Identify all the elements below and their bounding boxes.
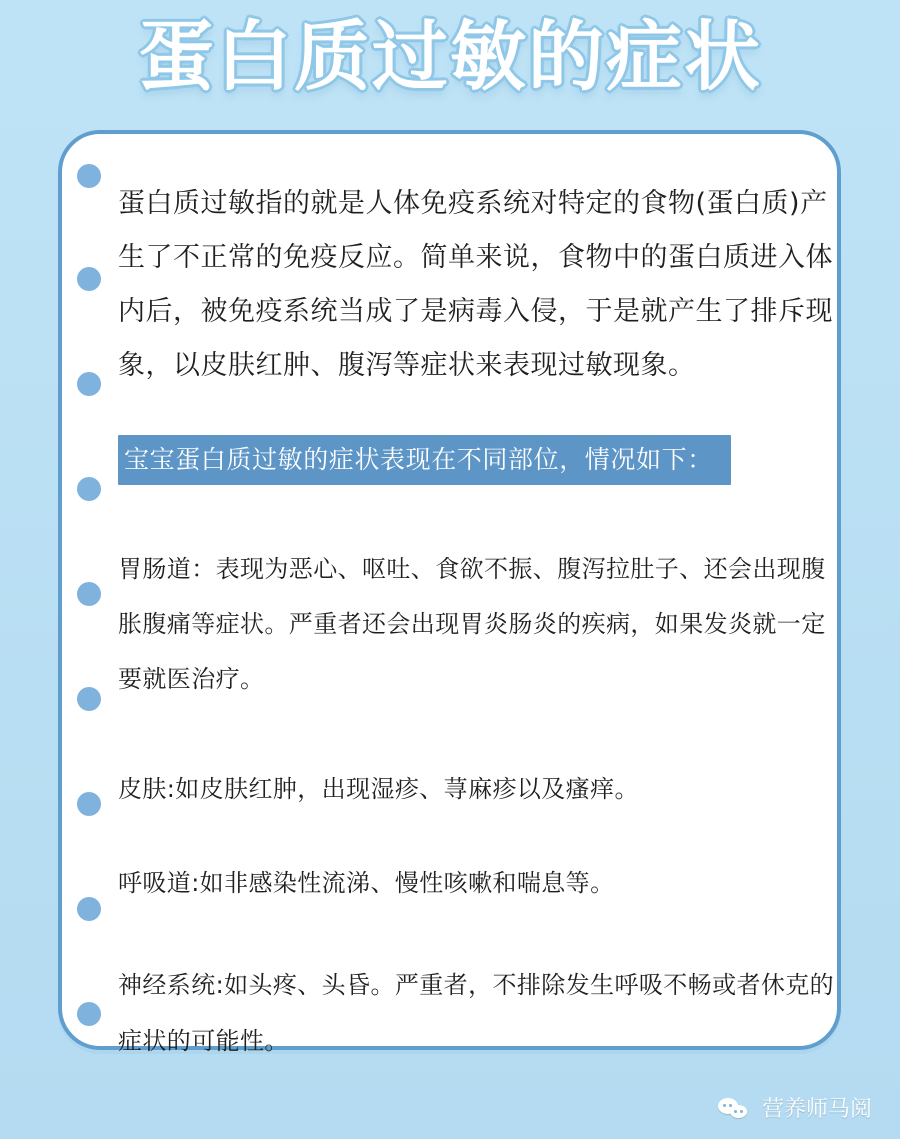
bubble-right: [730, 1105, 747, 1118]
watermark-text: 营养师马阅: [761, 1096, 872, 1121]
intro-paragraph: 蛋白质过敏指的就是人体免疫系统对特定的食物(蛋白质)产生了不正常的免疫反应。简单来说，食物中的蛋白质进入体内后，被免疫系统当成了是病毒入侵，于是就产生了排斥现象，以皮肤红肿、腹泻等症状来表现过敏现象。: [118, 188, 833, 381]
symptom-respiratory: 呼吸道:如非感染性流涕、慢性咳嗽和喘息等。: [118, 869, 615, 897]
chat-bubbles-icon: [716, 1095, 752, 1121]
symptom-skin: 皮肤:如皮肤红肿，出现湿疹、荨麻疹以及瘙痒。: [118, 775, 639, 803]
page-title: 蛋白质过敏的症状: [138, 15, 762, 100]
article-content: [118, 177, 843, 1069]
symptom-nervous-system: 神经系统:如头疼、头昏。严重者，不排除发生呼吸不畅或者休克的症状的可能性。: [118, 971, 835, 1055]
watermark: [716, 1092, 872, 1123]
symptom-gastrointestinal: 胃肠道：表现为恶心、呕吐、食欲不振、腹泻拉肚子、还会出现腹胀腹痛等症状。严重者还会出现胃炎肠炎的疾病，如果发炎就一定要就医治疗。: [118, 555, 826, 693]
highlight-banner: 宝宝蛋白质过敏的症状表现在不同部位，情况如下：: [118, 435, 731, 485]
